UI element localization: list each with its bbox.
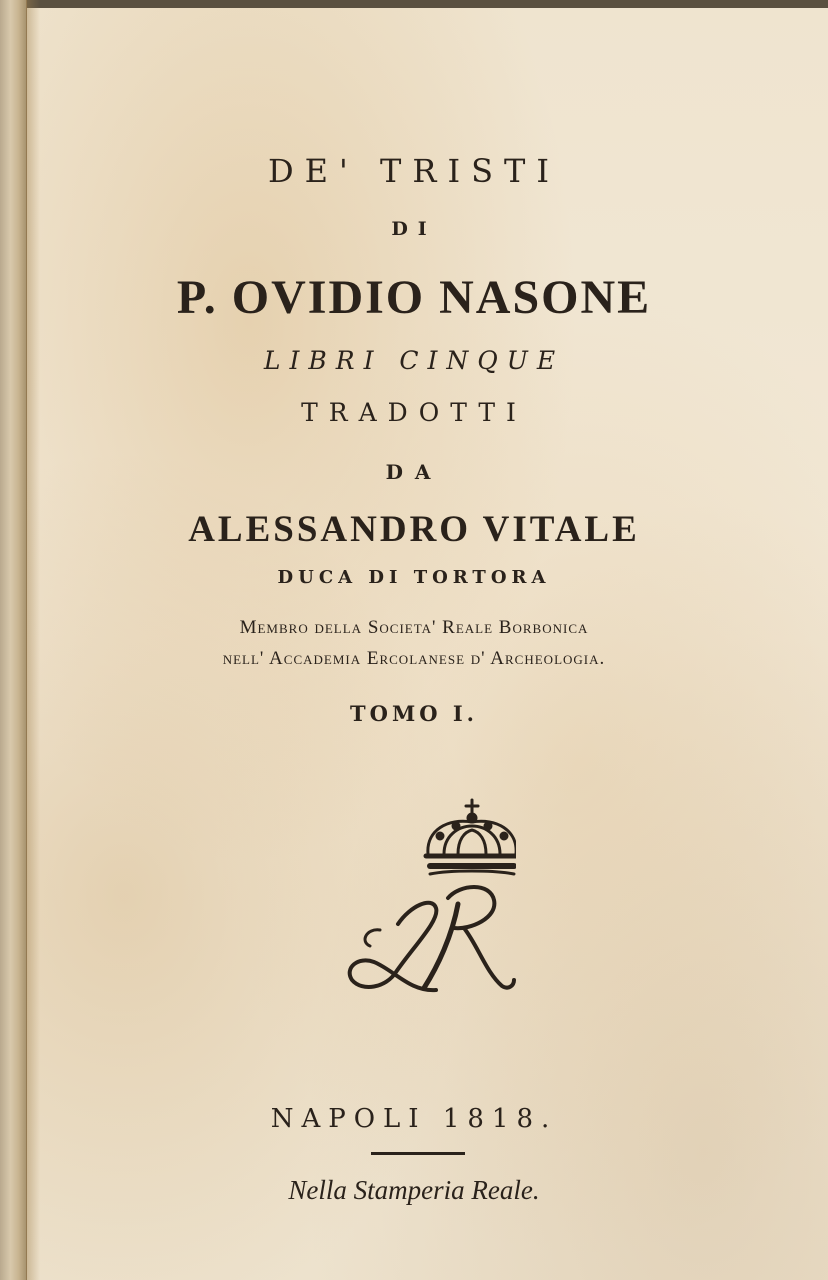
page-top-edge	[0, 0, 828, 8]
imprint-place-date: NAPOLI 1818.	[270, 1104, 558, 1134]
translator-name: ALESSANDRO VITALE	[188, 509, 640, 550]
membership-line-2: nell' Accademia Ercolanese d' Archeologia.	[222, 648, 606, 669]
title-line-tradotti: TRADOTTI	[301, 398, 527, 427]
title-line-author-ovid: P. OVIDIO NASONE	[176, 271, 652, 324]
title-line-di: DI	[391, 218, 437, 240]
title-line-de-tristi: DE' TRISTI	[268, 152, 560, 190]
volume-label: TOMO I.	[350, 701, 478, 726]
translator-title: DUCA DI TORTORA	[277, 567, 551, 588]
spine-shadow	[26, 0, 40, 1280]
membership-line-1: Membro della Societa' Reale Borbonica	[239, 617, 589, 638]
imprint-rule	[371, 1152, 465, 1155]
imprint-printer: Nella Stamperia Reale.	[288, 1175, 540, 1205]
title-line-da: DA	[385, 460, 443, 484]
title-line-libri-cinque: LIBRI CINQUE	[263, 346, 565, 375]
book-spine	[0, 0, 27, 1280]
crowned-monogram-icon	[340, 796, 516, 1002]
